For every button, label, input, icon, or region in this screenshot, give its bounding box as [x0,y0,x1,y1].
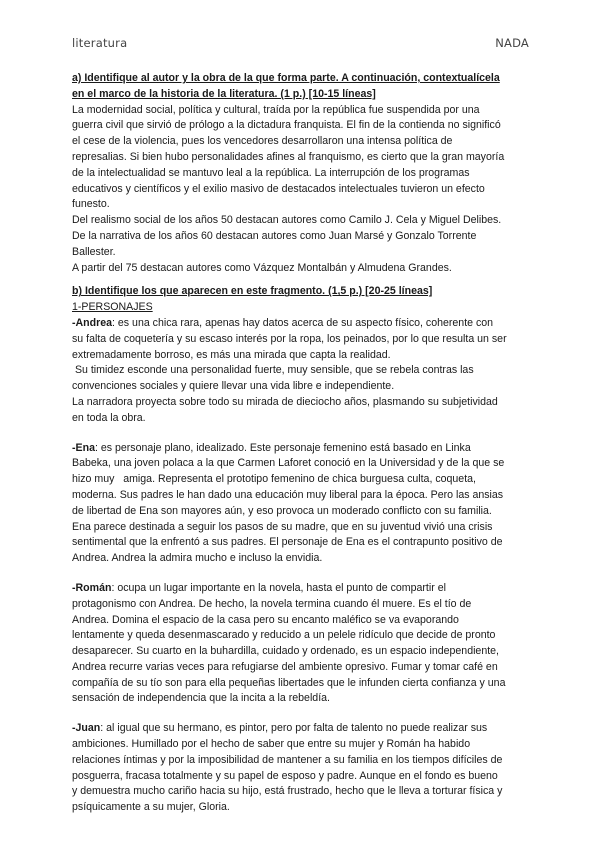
paragraph-line: Su timidez esconde una personalidad fuerte, muy sensible, que se rebela contras las [72,364,474,377]
paragraph-line: Del realismo social de los años 50 destacan autores como Camilo J. Cela y Miguel Delibes. [72,214,502,227]
character-name: -Andrea [72,316,113,329]
paragraph-line: moderna. Sus padres le han dado una educación muy liberal para la época. Pero las ansias [72,488,504,501]
paragraph-line: sensación de independencia que la incita a la rebeldía. [72,692,330,705]
subheading-personajes: 1-PERSONAJES [72,301,153,314]
paragraph-line: guerra civil que sirvió de prólogo a la dictadura franquista. El fin de la contienda no significó [72,119,501,132]
section-a-answer [72,103,530,277]
paragraph-line: posguerra, fracasa totalmente y su papel de esposo y padre. Aunque en el fondo es bueno [72,769,498,782]
paragraph-line: psíquicamente a su mujer, Gloria. [72,801,230,814]
character-andrea [72,316,530,427]
character-name: -Román [72,581,112,594]
paragraph-line: compañía de su tío son para ella pequeñas libertades que le infunden cierta confianza y una [72,676,506,689]
paragraph-line: hizo muy amiga. Representa el prototipo femenino de chica burguesa culta, coqueta, [72,473,476,486]
paragraph-line: Andrea. Domina el espacio de la casa pero su encanto maléfico se va evaporando [72,613,459,626]
paragraph-line: desaparecer. Su cuarto en la buhardilla, cuidado y ordenado, es un espacio independiente, [72,645,499,658]
question-b: b) Identifique los que aparecen en este fragmento. (1,5 p.) [20-25 líneas] [72,285,433,298]
paragraph-line: convenciones sociales y quiere llevar una vida libre e independiente. [72,380,395,393]
header-title: NADA [495,36,529,50]
paragraph-line: : es personaje plano, idealizado. Este personaje femenino está basado en Linka [94,441,471,454]
paragraph-line: en toda la obra. [72,411,146,424]
paragraph-line: ambiciones. Humillado por el hecho de saber que entre su mujer y Román ha habido [72,738,471,751]
paragraph-line: su falta de coquetería y su escaso interés por la ropa, los peinados, por lo que resulta un ser [72,332,507,345]
paragraph-line: educativos y científicos y el exilio masivo de destacados intelectuales tuvieron un efecto [72,182,485,195]
paragraph-line: funesto. [72,198,110,211]
paragraph-line: el cese de la violencia, pues los vencedores desarrollaron una intensa política de [72,135,453,148]
paragraph-line: Andrea recurre varias veces para refugiarse del ambiente opresivo. Fumar y tomar café en [72,660,498,673]
paragraph-line: lentamente y queda desenmascarado y reducido a un pelele ridículo que decide de pronto [72,629,496,642]
character-name: -Juan [72,722,101,735]
paragraph-line: Ena parece destinada a seguir los pasos de su madre, que en su juventud vivió una crisis [72,520,493,533]
paragraph-line: La modernidad social, política y cultural, traída por la república fue suspendida por una [72,103,480,116]
question-a-line-2: en el marco de la historia de la literatura. (1 p.) [10-15 líneas] [72,87,376,100]
document-body [72,71,530,816]
paragraph-line: : es una chica rara, apenas hay datos acerca de su aspecto físico, coherente con [112,316,494,329]
paragraph-line: extremadamente borroso, es más una mirada que capta la realidad. [72,348,391,361]
paragraph-line: represalias. Si bien hubo personalidades afines al franquismo, es cierto que la gran mayoría [72,150,505,163]
question-a-line-1: a) Identifique al autor y la obra de la que forma parte. A continuación, contextualícela [72,72,500,84]
paragraph-line: : al igual que su hermano, es pintor, pero por falta de talento no puede realizar sus [100,722,488,735]
paragraph-line: Babeka, una joven polaca a la que Carmen Laforet conoció en la Universidad y de la que se [72,457,505,470]
paragraph-line: Ballester. [72,245,116,258]
paragraph-line: Andrea. Andrea la admira mucho e incluso la envidia. [72,552,323,565]
paragraph-line: protagonismo con Andrea. De hecho, la novela termina cuando él muere. Es el tío de [72,597,472,610]
character-roman [72,581,530,707]
paragraph-line: A partir del 75 destacan autores como Vázquez Montalbán y Almudena Grandes. [72,261,452,274]
paragraph-line: : ocupa un lugar importante en la novela, hasta el punto de compartir el [111,581,446,594]
header-subject: literatura [72,36,128,50]
character-name: -Ena [72,441,95,454]
character-juan [72,721,530,816]
paragraph-line: de la intelectualidad se mantuvo leal a la república. La interrupción de los programas [72,166,470,179]
paragraph-line: relaciones íntimas y por la imposibilidad de mantener a su familia en los tiempos difíciles de [72,753,503,766]
paragraph-line: sentimental que la enfrentó a sus padres. El personaje de Ena es el contrapunto positivo de [72,536,503,549]
paragraph-line: de libertad de Ena son mayores aún, y eso provoca un moderado conflicto con su familia. [72,504,492,517]
paragraph-line: La narradora proyecta sobre todo su mirada de dieciocho años, plasmando su subjetividad [72,395,498,408]
paragraph-line: De la narrativa de los años 60 destacan autores como Juan Marsé y Gonzalo Torrente [72,229,477,242]
paragraph-line: y demuestra mucho cariño hacia su hijo, está frustrado, hecho que le lleva a torturar física y [72,785,503,798]
character-ena [72,441,530,567]
